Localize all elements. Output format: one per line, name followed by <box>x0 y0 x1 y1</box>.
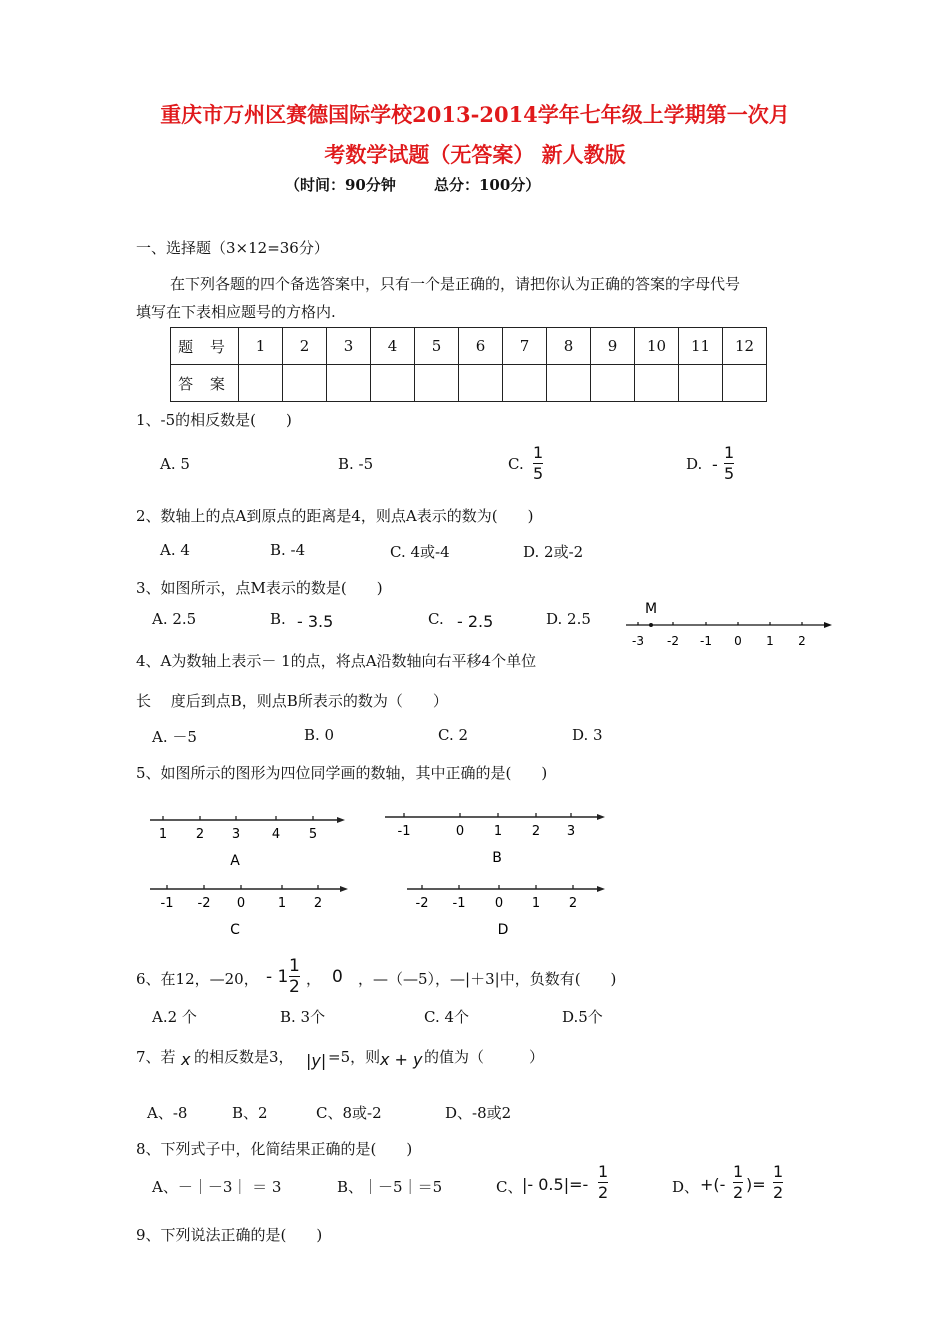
q7-text-pre: 7、若 <box>136 1048 176 1066</box>
q3-stem: 3、如图所示，点M表示的数是( ) <box>136 579 383 597</box>
q6-mixed-number-whole: - 1 <box>266 967 289 987</box>
title-line-2: 考数学试题（无答案） 新人教版 <box>324 142 626 167</box>
q6-zero: 0 <box>332 967 343 987</box>
q1-option-d-fraction <box>724 444 734 483</box>
q8-option-d-fraction-2 <box>773 1163 783 1202</box>
answer-cell[interactable] <box>415 365 459 402</box>
q4-option-c: C. 2 <box>438 726 469 744</box>
answer-cell[interactable] <box>371 365 415 402</box>
q8-option-a: A、－｜－3｜ ＝ 3 <box>152 1178 282 1196</box>
q6-comma: ， <box>306 970 322 988</box>
q3-option-b: B. <box>270 610 286 628</box>
fraction-numerator: 1 <box>533 443 544 462</box>
instruction-line-1: 在下列各题的四个备选答案中，只有一个是正确的，请把你认为正确的答案的字母代号 <box>170 275 741 293</box>
q6-option-d: D.5个 <box>562 1008 603 1026</box>
question-number: 1 <box>239 328 283 365</box>
fraction-numerator: 1 <box>773 1162 784 1181</box>
axis-tick-label: -1 <box>452 896 466 911</box>
axis-tick-label: 2 <box>798 634 806 648</box>
q2-option-c: C. 4或-4 <box>390 543 450 561</box>
fraction-numerator: 1 <box>733 1162 744 1181</box>
fraction-denominator: 2 <box>598 1183 609 1202</box>
q6-text-pre: 6、在12，—20， <box>136 970 259 988</box>
q4-line-1: 4、A为数轴上表示－ 1的点，将点A沿数轴向右平移4个单位 <box>136 652 537 670</box>
q3-option-b-value: - 3.5 <box>297 612 334 631</box>
table-row <box>171 328 767 365</box>
fraction-denominator: 2 <box>773 1183 784 1202</box>
fraction-denominator: 2 <box>733 1183 744 1202</box>
q4-option-b: B. 0 <box>304 726 335 744</box>
q1-option-a: A. 5 <box>160 455 190 473</box>
axis-tick-label: 0 <box>455 824 465 839</box>
exam-time: （时间：90分钟 <box>285 176 396 194</box>
axis-arrow-icon <box>337 817 345 823</box>
exam-total: 总分：100分） <box>434 176 541 194</box>
q1-option-b: B. -5 <box>338 455 374 473</box>
q3-option-c: C. <box>428 610 444 628</box>
axis-option-label: A <box>230 853 240 869</box>
question-number: 6 <box>459 328 503 365</box>
question-number: 5 <box>415 328 459 365</box>
q7-option-b: B、2 <box>232 1104 268 1122</box>
q6-mixed-number-fraction <box>289 957 300 996</box>
fraction-numerator: 1 <box>724 443 735 462</box>
q7-text-post: 的值为（ ） <box>424 1048 545 1066</box>
axis-tick-label: -1 <box>160 896 174 911</box>
question-number: 7 <box>503 328 547 365</box>
q7-text-mid2: =5，则 <box>328 1048 381 1066</box>
q2-option-d: D. 2或-2 <box>523 543 584 561</box>
answer-cell[interactable] <box>591 365 635 402</box>
answer-table <box>170 327 767 402</box>
q9-stem: 9、下列说法正确的是( ) <box>136 1226 323 1244</box>
table-row <box>171 365 767 402</box>
q8-option-d-fraction-1 <box>733 1163 743 1202</box>
q7-expression-x-plus-y: x + y <box>380 1050 423 1069</box>
q7-text-mid1: 的相反数是3， <box>194 1048 294 1066</box>
question-number: 4 <box>371 328 415 365</box>
q2-option-a: A. 4 <box>160 541 190 559</box>
answer-cell[interactable] <box>459 365 503 402</box>
axis-tick-label: 2 <box>568 896 578 911</box>
axis-tick-label: -2 <box>197 896 211 911</box>
axis-tick-label: 5 <box>308 827 318 842</box>
answer-cell[interactable] <box>723 365 767 402</box>
section-heading: 一、选择题（3×12=36分） <box>136 239 329 257</box>
q8-option-c-fraction <box>598 1163 608 1202</box>
axis-arrow-icon <box>597 886 605 892</box>
q1-option-c-fraction <box>533 444 543 483</box>
q1-option-d: D. <box>686 455 703 473</box>
q7-option-c: C、8或-2 <box>316 1104 382 1122</box>
q5-stem: 5、如图所示的图形为四位同学画的数轴，其中正确的是( ) <box>136 764 548 782</box>
q8-option-d-equals: )= <box>746 1175 766 1194</box>
q8-stem: 8、下列式子中，化简结果正确的是( ) <box>136 1140 413 1158</box>
table-header-label: 题 号 <box>171 328 239 365</box>
axis-tick-label: 3 <box>566 824 576 839</box>
axis-option-label: C <box>230 922 240 938</box>
axis-tick-label: 3 <box>231 827 241 842</box>
axis-tick-label: 0 <box>494 896 504 911</box>
q3-option-a: A. 2.5 <box>152 610 197 628</box>
answer-cell[interactable] <box>239 365 283 402</box>
q6-option-c: C. 4个 <box>424 1008 470 1026</box>
axis-tick-label: 1 <box>766 634 774 648</box>
axis-tick-label: 1 <box>277 896 287 911</box>
q2-option-b: B. -4 <box>270 541 306 559</box>
q7-abs-y: |y| <box>306 1051 327 1070</box>
fraction-denominator: 2 <box>289 977 300 997</box>
answer-cell[interactable] <box>679 365 723 402</box>
point-m-label: M <box>644 601 658 617</box>
answer-cell[interactable] <box>327 365 371 402</box>
answer-cell[interactable] <box>635 365 679 402</box>
title-line-1: 重庆市万州区赛德国际学校2013-2014学年七年级上学期第一次月 <box>160 102 790 127</box>
q4-option-d: D. 3 <box>572 726 603 744</box>
axis-option-label: D <box>497 922 509 938</box>
q6-option-b: B. 3个 <box>280 1008 326 1026</box>
q8-option-d-expression: +(- <box>700 1175 726 1194</box>
answer-cell[interactable] <box>547 365 591 402</box>
q7-variable-x: x <box>181 1050 191 1069</box>
axis-option-label: B <box>492 850 502 866</box>
axis-tick-label: 0 <box>236 896 246 911</box>
q7-option-a: A、-8 <box>147 1104 188 1122</box>
axis-arrow-icon <box>824 622 832 628</box>
axis-tick-label: -2 <box>667 634 679 648</box>
fraction-numerator: 1 <box>598 1162 609 1181</box>
answer-cell[interactable] <box>283 365 327 402</box>
q8-option-c-expression: |- 0.5|=- <box>522 1175 589 1194</box>
question-number: 2 <box>283 328 327 365</box>
q8-option-c: C、 <box>496 1178 523 1196</box>
q6-option-a: A.2 个 <box>152 1008 197 1026</box>
question-number: 12 <box>723 328 767 365</box>
axis-tick-label: 2 <box>531 824 541 839</box>
question-number: 9 <box>591 328 635 365</box>
axis-tick-label: 2 <box>195 827 205 842</box>
question-number: 3 <box>327 328 371 365</box>
question-number: 10 <box>635 328 679 365</box>
axis-tick-label: -3 <box>632 634 644 648</box>
q4-option-a: A. －5 <box>152 728 197 746</box>
axis-tick-label: 1 <box>531 896 541 911</box>
axis-tick-label: 1 <box>493 824 503 839</box>
question-number: 8 <box>547 328 591 365</box>
q7-option-d: D、-8或2 <box>445 1104 512 1122</box>
q3-number-line <box>620 598 835 653</box>
q2-stem: 2、数轴上的点A到原点的距离是4，则点A表示的数为( ) <box>136 507 534 525</box>
q5-number-lines-figure <box>145 805 615 945</box>
q6-text-post: ，—（—5），—|＋3|中，负数有( ) <box>358 970 617 988</box>
axis-arrow-icon <box>597 814 605 820</box>
fraction-numerator: 1 <box>289 956 300 976</box>
axis-arrow-icon <box>340 886 348 892</box>
q4-line-2: 长 度后到点B，则点B所表示的数为（ ） <box>136 692 448 710</box>
axis-tick-label: 1 <box>158 827 168 842</box>
axis-tick-label: -2 <box>415 896 429 911</box>
q1-option-c: C. <box>508 455 524 473</box>
axis-tick-label: 0 <box>734 634 742 648</box>
axis-tick-label: -1 <box>397 824 411 839</box>
axis-tick-label: 2 <box>313 896 323 911</box>
table-answer-label: 答 案 <box>171 365 239 402</box>
instruction-line-2: 填写在下表相应题号的方格内. <box>136 303 336 321</box>
point-m-dot <box>649 623 653 627</box>
q3-option-c-value: - 2.5 <box>457 612 494 631</box>
axis-tick-label: -1 <box>700 634 712 648</box>
axis-tick-label: 4 <box>271 827 281 842</box>
fraction-denominator: 5 <box>724 464 735 483</box>
question-number: 11 <box>679 328 723 365</box>
fraction-denominator: 5 <box>533 464 544 483</box>
q8-option-d: D、 <box>672 1178 700 1196</box>
q1-option-d-sign: - <box>712 455 718 474</box>
q8-option-b: B、｜－5｜＝5 <box>337 1178 443 1196</box>
q1-stem: 1、-5的相反数是( ) <box>136 411 292 429</box>
answer-cell[interactable] <box>503 365 547 402</box>
q3-option-d: D. 2.5 <box>546 610 591 628</box>
